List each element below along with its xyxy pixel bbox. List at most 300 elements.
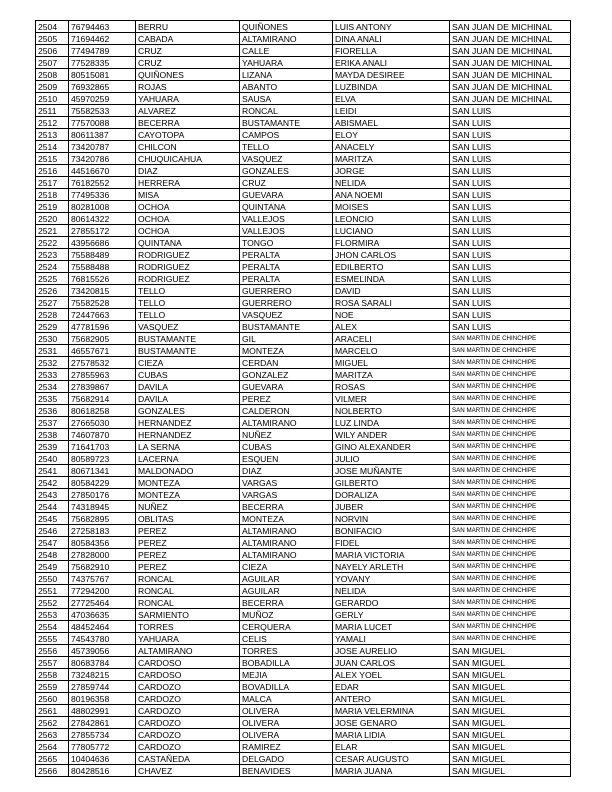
dni-cell: 80515081 <box>69 69 136 81</box>
locality-cell: SAN LUIS <box>450 165 571 177</box>
first-names-cell: FIORELLA <box>333 45 450 57</box>
first-names-cell: MARITZA <box>333 153 450 165</box>
table-row <box>36 189 571 201</box>
locality-cell: SAN LUIS <box>450 237 571 249</box>
last-name-1-cell: ALTAMIRANO <box>136 645 240 657</box>
locality-cell: SAN LUIS <box>450 117 571 129</box>
first-names-cell: ELAR <box>333 741 450 753</box>
dni-cell: 76182552 <box>69 177 136 189</box>
row-number-cell: 2539 <box>36 441 69 453</box>
first-names-cell: DORALIZA <box>333 489 450 501</box>
locality-cell: SAN MARTIN DE CHINCHIPE <box>450 561 571 573</box>
dni-cell: 43956686 <box>69 237 136 249</box>
last-name-1-cell: CRUZ <box>136 45 240 57</box>
last-name-2-cell: RONCAL <box>240 105 333 117</box>
first-names-cell: LEIDI <box>333 105 450 117</box>
row-number-cell: 2525 <box>36 273 69 285</box>
table-row <box>36 321 571 333</box>
last-name-1-cell: MONTEZA <box>136 489 240 501</box>
row-number-cell: 2548 <box>36 549 69 561</box>
first-names-cell: GERARDO <box>333 597 450 609</box>
row-number-cell: 2520 <box>36 213 69 225</box>
row-number-cell: 2532 <box>36 357 69 369</box>
last-name-2-cell: MONTEZA <box>240 513 333 525</box>
row-number-cell: 2540 <box>36 453 69 465</box>
table-row <box>36 465 571 477</box>
dni-cell: 76815526 <box>69 273 136 285</box>
dni-cell: 80611387 <box>69 129 136 141</box>
row-number-cell: 2549 <box>36 561 69 573</box>
locality-cell: SAN LUIS <box>450 321 571 333</box>
dni-cell: 77495336 <box>69 189 136 201</box>
last-name-2-cell: GONZALES <box>240 165 333 177</box>
table-row <box>36 513 571 525</box>
table-row <box>36 669 571 681</box>
table-row <box>36 393 571 405</box>
dni-cell: 80589723 <box>69 453 136 465</box>
row-number-cell: 2514 <box>36 141 69 153</box>
last-name-1-cell: OCHOA <box>136 225 240 237</box>
locality-cell: SAN MARTIN DE CHINCHIPE <box>450 393 571 405</box>
last-name-2-cell: BUSTAMANTE <box>240 117 333 129</box>
locality-cell: SAN MARTIN DE CHINCHIPE <box>450 381 571 393</box>
first-names-cell: MAYDA DESIREE <box>333 69 450 81</box>
locality-cell: SAN MIGUEL <box>450 741 571 753</box>
locality-cell: SAN MARTIN DE CHINCHIPE <box>450 441 571 453</box>
last-name-2-cell: ALTAMIRANO <box>240 525 333 537</box>
last-name-1-cell: CARDOZO <box>136 741 240 753</box>
first-names-cell: LUZBINDA <box>333 81 450 93</box>
first-names-cell: CESAR AUGUSTO <box>333 753 450 765</box>
first-names-cell: JOSE MUÑANTE <box>333 465 450 477</box>
row-number-cell: 2563 <box>36 729 69 741</box>
row-number-cell: 2544 <box>36 501 69 513</box>
table-row <box>36 153 571 165</box>
dni-cell: 44516670 <box>69 165 136 177</box>
last-name-2-cell: YAHUARA <box>240 57 333 69</box>
first-names-cell: JORGE <box>333 165 450 177</box>
last-name-2-cell: VASQUEZ <box>240 153 333 165</box>
first-names-cell: VILMER <box>333 393 450 405</box>
last-name-1-cell: CRUZ <box>136 57 240 69</box>
locality-cell: SAN MIGUEL <box>450 657 571 669</box>
row-number-cell: 2566 <box>36 765 69 777</box>
last-name-1-cell: LA SERNA <box>136 441 240 453</box>
last-name-1-cell: BECERRA <box>136 117 240 129</box>
dni-cell: 27859744 <box>69 681 136 693</box>
locality-cell: SAN MARTIN DE CHINCHIPE <box>450 513 571 525</box>
dni-cell: 47036635 <box>69 609 136 621</box>
locality-cell: SAN LUIS <box>450 105 571 117</box>
table-row <box>36 693 571 705</box>
first-names-cell: ALEX <box>333 321 450 333</box>
last-name-2-cell: GUEVARA <box>240 381 333 393</box>
last-name-2-cell: BECERRA <box>240 597 333 609</box>
last-name-1-cell: CIEZA <box>136 357 240 369</box>
locality-cell: SAN MARTIN DE CHINCHIPE <box>450 357 571 369</box>
locality-cell: SAN MARTIN DE CHINCHIPE <box>450 333 571 345</box>
dni-cell: 74318945 <box>69 501 136 513</box>
last-name-1-cell: YAHUARA <box>136 93 240 105</box>
locality-cell: SAN MIGUEL <box>450 645 571 657</box>
first-names-cell: ABISMAEL <box>333 117 450 129</box>
last-name-2-cell: ALTAMIRANO <box>240 549 333 561</box>
locality-cell: SAN LUIS <box>450 249 571 261</box>
row-number-cell: 2538 <box>36 429 69 441</box>
table-row <box>36 609 571 621</box>
last-name-1-cell: RODRIGUEZ <box>136 249 240 261</box>
row-number-cell: 2505 <box>36 33 69 45</box>
last-name-2-cell: OLIVERA <box>240 729 333 741</box>
row-number-cell: 2528 <box>36 309 69 321</box>
table-row <box>36 381 571 393</box>
last-name-2-cell: CALLE <box>240 45 333 57</box>
last-name-1-cell: SARMIENTO <box>136 609 240 621</box>
dni-cell: 72447663 <box>69 309 136 321</box>
first-names-cell: ROSA SARALI <box>333 297 450 309</box>
last-name-2-cell: CERQUERA <box>240 621 333 633</box>
first-names-cell: ANACELY <box>333 141 450 153</box>
first-names-cell: GILBERTO <box>333 477 450 489</box>
locality-cell: SAN MARTIN DE CHINCHIPE <box>450 537 571 549</box>
first-names-cell: JULIO <box>333 453 450 465</box>
last-name-2-cell: OLIVERA <box>240 705 333 717</box>
locality-cell: SAN LUIS <box>450 273 571 285</box>
locality-cell: SAN JUAN DE MICHINAL <box>450 57 571 69</box>
dni-cell: 27855172 <box>69 225 136 237</box>
locality-cell: SAN MARTIN DE CHINCHIPE <box>450 585 571 597</box>
locality-cell: SAN MARTIN DE CHINCHIPE <box>450 429 571 441</box>
dni-cell: 74543780 <box>69 633 136 645</box>
locality-cell: SAN JUAN DE MICHINAL <box>450 21 571 33</box>
table-row <box>36 549 571 561</box>
locality-cell: SAN MARTIN DE CHINCHIPE <box>450 501 571 513</box>
last-name-2-cell: GUEVARA <box>240 189 333 201</box>
first-names-cell: GERLY <box>333 609 450 621</box>
last-name-2-cell: QUIÑONES <box>240 21 333 33</box>
dni-cell: 80584356 <box>69 537 136 549</box>
last-name-1-cell: MONTEZA <box>136 477 240 489</box>
last-name-2-cell: TORRES <box>240 645 333 657</box>
row-number-cell: 2526 <box>36 285 69 297</box>
dni-cell: 73420786 <box>69 153 136 165</box>
dni-cell: 10404636 <box>69 753 136 765</box>
last-name-1-cell: RODRIGUEZ <box>136 261 240 273</box>
row-number-cell: 2537 <box>36 417 69 429</box>
first-names-cell: ALEX YOEL <box>333 669 450 681</box>
last-name-1-cell: BUSTAMANTE <box>136 345 240 357</box>
locality-cell: SAN MARTIN DE CHINCHIPE <box>450 597 571 609</box>
first-names-cell: WILY ANDER <box>333 429 450 441</box>
last-name-1-cell: CARDOZO <box>136 693 240 705</box>
last-name-1-cell: ROJAS <box>136 81 240 93</box>
row-number-cell: 2546 <box>36 525 69 537</box>
last-name-1-cell: RODRIGUEZ <box>136 273 240 285</box>
last-name-2-cell: CIEZA <box>240 561 333 573</box>
last-name-2-cell: BOBADILLA <box>240 657 333 669</box>
table-row <box>36 141 571 153</box>
row-number-cell: 2504 <box>36 21 69 33</box>
last-name-2-cell: CUBAS <box>240 441 333 453</box>
last-name-2-cell: VALLEJOS <box>240 225 333 237</box>
row-number-cell: 2527 <box>36 297 69 309</box>
dni-cell: 46557671 <box>69 345 136 357</box>
dni-cell: 80584229 <box>69 477 136 489</box>
dni-cell: 71641703 <box>69 441 136 453</box>
dni-cell: 80428516 <box>69 765 136 777</box>
locality-cell: SAN MARTIN DE CHINCHIPE <box>450 489 571 501</box>
dni-cell: 73420815 <box>69 285 136 297</box>
row-number-cell: 2562 <box>36 717 69 729</box>
last-name-2-cell: MALCA <box>240 693 333 705</box>
last-name-2-cell: CALDERON <box>240 405 333 417</box>
first-names-cell: DAVID <box>333 285 450 297</box>
first-names-cell: MARIA JUANA <box>333 765 450 777</box>
row-number-cell: 2517 <box>36 177 69 189</box>
dni-cell: 27850176 <box>69 489 136 501</box>
dni-cell: 73420787 <box>69 141 136 153</box>
table-row <box>36 453 571 465</box>
first-names-cell: MIGUEL <box>333 357 450 369</box>
locality-cell: SAN MIGUEL <box>450 729 571 741</box>
first-names-cell: ANTERO <box>333 693 450 705</box>
dni-cell: 75682910 <box>69 561 136 573</box>
locality-cell: SAN LUIS <box>450 225 571 237</box>
dni-cell: 27842861 <box>69 717 136 729</box>
last-name-1-cell: TELLO <box>136 285 240 297</box>
table-row <box>36 129 571 141</box>
last-name-2-cell: DIAZ <box>240 465 333 477</box>
last-name-2-cell: VALLEJOS <box>240 213 333 225</box>
last-name-2-cell: CELIS <box>240 633 333 645</box>
table-row <box>36 93 571 105</box>
row-number-cell: 2543 <box>36 489 69 501</box>
table-row <box>36 69 571 81</box>
last-name-1-cell: DAVILA <box>136 381 240 393</box>
dni-cell: 75682895 <box>69 513 136 525</box>
first-names-cell: YOVANY <box>333 573 450 585</box>
table-row <box>36 681 571 693</box>
dni-cell: 75582528 <box>69 297 136 309</box>
dni-cell: 76794463 <box>69 21 136 33</box>
table-row <box>36 261 571 273</box>
table-row <box>36 597 571 609</box>
table-row <box>36 429 571 441</box>
last-name-1-cell: CABADA <box>136 33 240 45</box>
dni-cell: 77494789 <box>69 45 136 57</box>
last-name-2-cell: ALTAMIRANO <box>240 33 333 45</box>
row-number-cell: 2559 <box>36 681 69 693</box>
last-name-1-cell: PEREZ <box>136 561 240 573</box>
row-number-cell: 2522 <box>36 237 69 249</box>
locality-cell: SAN MARTIN DE CHINCHIPE <box>450 369 571 381</box>
locality-cell: SAN MARTIN DE CHINCHIPE <box>450 573 571 585</box>
locality-cell: SAN JUAN DE MICHINAL <box>450 93 571 105</box>
row-number-cell: 2554 <box>36 621 69 633</box>
last-name-2-cell: PEREZ <box>240 393 333 405</box>
row-number-cell: 2523 <box>36 249 69 261</box>
first-names-cell: MARCELO <box>333 345 450 357</box>
first-names-cell: EDAR <box>333 681 450 693</box>
locality-cell: SAN LUIS <box>450 297 571 309</box>
locality-cell: SAN MIGUEL <box>450 693 571 705</box>
row-number-cell: 2533 <box>36 369 69 381</box>
last-name-1-cell: HERNANDEZ <box>136 429 240 441</box>
last-name-2-cell: GUERRERO <box>240 285 333 297</box>
dni-cell: 80683784 <box>69 657 136 669</box>
locality-cell: SAN MIGUEL <box>450 717 571 729</box>
table-row <box>36 753 571 765</box>
last-name-2-cell: CRUZ <box>240 177 333 189</box>
row-number-cell: 2519 <box>36 201 69 213</box>
dni-cell: 27855963 <box>69 369 136 381</box>
last-name-1-cell: HERRERA <box>136 177 240 189</box>
locality-cell: SAN LUIS <box>450 141 571 153</box>
first-names-cell: MARIA VICTORIA <box>333 549 450 561</box>
last-name-1-cell: DIAZ <box>136 165 240 177</box>
dni-cell: 27725464 <box>69 597 136 609</box>
table-row <box>36 561 571 573</box>
dni-cell: 75682914 <box>69 393 136 405</box>
first-names-cell: BONIFACIO <box>333 525 450 537</box>
first-names-cell: ANA NOEMI <box>333 189 450 201</box>
first-names-cell: MARIA LIDIA <box>333 729 450 741</box>
last-name-1-cell: CARDOSO <box>136 669 240 681</box>
last-name-1-cell: CARDOZO <box>136 717 240 729</box>
last-name-2-cell: OLIVERA <box>240 717 333 729</box>
dni-cell: 76932865 <box>69 81 136 93</box>
table-row <box>36 117 571 129</box>
table-row <box>36 81 571 93</box>
row-number-cell: 2535 <box>36 393 69 405</box>
last-name-1-cell: OBLITAS <box>136 513 240 525</box>
row-number-cell: 2541 <box>36 465 69 477</box>
locality-cell: SAN MARTIN DE CHINCHIPE <box>450 549 571 561</box>
locality-cell: SAN MARTIN DE CHINCHIPE <box>450 633 571 645</box>
table-row <box>36 369 571 381</box>
locality-cell: SAN MARTIN DE CHINCHIPE <box>450 621 571 633</box>
last-name-1-cell: CASTAÑEDA <box>136 753 240 765</box>
dni-cell: 71694462 <box>69 33 136 45</box>
first-names-cell: ESMELINDA <box>333 273 450 285</box>
dni-cell: 27828000 <box>69 549 136 561</box>
row-number-cell: 2545 <box>36 513 69 525</box>
last-name-1-cell: PEREZ <box>136 525 240 537</box>
last-name-2-cell: GIL <box>240 333 333 345</box>
last-name-1-cell: CHILCON <box>136 141 240 153</box>
last-name-2-cell: MEJIA <box>240 669 333 681</box>
table-row <box>36 57 571 69</box>
last-name-2-cell: TONGO <box>240 237 333 249</box>
last-name-1-cell: MISA <box>136 189 240 201</box>
first-names-cell: MARIA VELERMINA <box>333 705 450 717</box>
dni-cell: 80618258 <box>69 405 136 417</box>
row-number-cell: 2507 <box>36 57 69 69</box>
row-number-cell: 2560 <box>36 693 69 705</box>
last-name-1-cell: TORRES <box>136 621 240 633</box>
last-name-1-cell: CHAVEZ <box>136 765 240 777</box>
table-row <box>36 657 571 669</box>
first-names-cell: DINA ANALI <box>333 33 450 45</box>
last-name-2-cell: QUINTANA <box>240 201 333 213</box>
row-number-cell: 2515 <box>36 153 69 165</box>
locality-cell: SAN LUIS <box>450 201 571 213</box>
locality-cell: SAN LUIS <box>450 309 571 321</box>
first-names-cell: GINO ALEXANDER <box>333 441 450 453</box>
last-name-1-cell: ALVAREZ <box>136 105 240 117</box>
last-name-2-cell: VARGAS <box>240 489 333 501</box>
locality-cell: SAN LUIS <box>450 189 571 201</box>
first-names-cell: ELOY <box>333 129 450 141</box>
first-names-cell: ELVA <box>333 93 450 105</box>
table-row <box>36 645 571 657</box>
row-number-cell: 2553 <box>36 609 69 621</box>
table-row <box>36 537 571 549</box>
last-name-1-cell: VASQUEZ <box>136 321 240 333</box>
last-name-2-cell: BENAVIDES <box>240 765 333 777</box>
row-number-cell: 2542 <box>36 477 69 489</box>
table-row <box>36 633 571 645</box>
row-number-cell: 2561 <box>36 705 69 717</box>
locality-cell: SAN MARTIN DE CHINCHIPE <box>450 525 571 537</box>
locality-cell: SAN LUIS <box>450 129 571 141</box>
last-name-1-cell: CARDOZO <box>136 705 240 717</box>
row-number-cell: 2531 <box>36 345 69 357</box>
table-row <box>36 177 571 189</box>
last-name-2-cell: DELGADO <box>240 753 333 765</box>
row-number-cell: 2508 <box>36 69 69 81</box>
last-name-2-cell: BECERRA <box>240 501 333 513</box>
first-names-cell: JOSE GENARO <box>333 717 450 729</box>
last-name-1-cell: OCHOA <box>136 213 240 225</box>
last-name-2-cell: AGUILAR <box>240 585 333 597</box>
dni-cell: 48452464 <box>69 621 136 633</box>
dni-cell: 80671341 <box>69 465 136 477</box>
table-row <box>36 165 571 177</box>
row-number-cell: 2557 <box>36 657 69 669</box>
row-number-cell: 2529 <box>36 321 69 333</box>
locality-cell: SAN LUIS <box>450 153 571 165</box>
locality-cell: SAN MIGUEL <box>450 753 571 765</box>
dni-cell: 80196358 <box>69 693 136 705</box>
table-row <box>36 477 571 489</box>
dni-cell: 27839867 <box>69 381 136 393</box>
first-names-cell: ARACELI <box>333 333 450 345</box>
dni-cell: 75582533 <box>69 105 136 117</box>
last-name-1-cell: LACERNA <box>136 453 240 465</box>
locality-cell: SAN LUIS <box>450 285 571 297</box>
first-names-cell: ROSAS <box>333 381 450 393</box>
last-name-1-cell: CARDOZO <box>136 729 240 741</box>
row-number-cell: 2510 <box>36 93 69 105</box>
row-number-cell: 2524 <box>36 261 69 273</box>
dni-cell: 27855734 <box>69 729 136 741</box>
row-number-cell: 2518 <box>36 189 69 201</box>
row-number-cell: 2551 <box>36 585 69 597</box>
last-name-2-cell: RAMIREZ <box>240 741 333 753</box>
last-name-1-cell: CARDOZO <box>136 681 240 693</box>
first-names-cell: NOE <box>333 309 450 321</box>
last-name-1-cell: CARDOSO <box>136 657 240 669</box>
first-names-cell: LUZ LINDA <box>333 417 450 429</box>
last-name-1-cell: RONCAL <box>136 597 240 609</box>
last-name-2-cell: AGUILAR <box>240 573 333 585</box>
last-name-1-cell: RONCAL <box>136 573 240 585</box>
table-row <box>36 33 571 45</box>
last-name-2-cell: VASQUEZ <box>240 309 333 321</box>
first-names-cell: NELIDA <box>333 585 450 597</box>
first-names-cell: LEONCIO <box>333 213 450 225</box>
